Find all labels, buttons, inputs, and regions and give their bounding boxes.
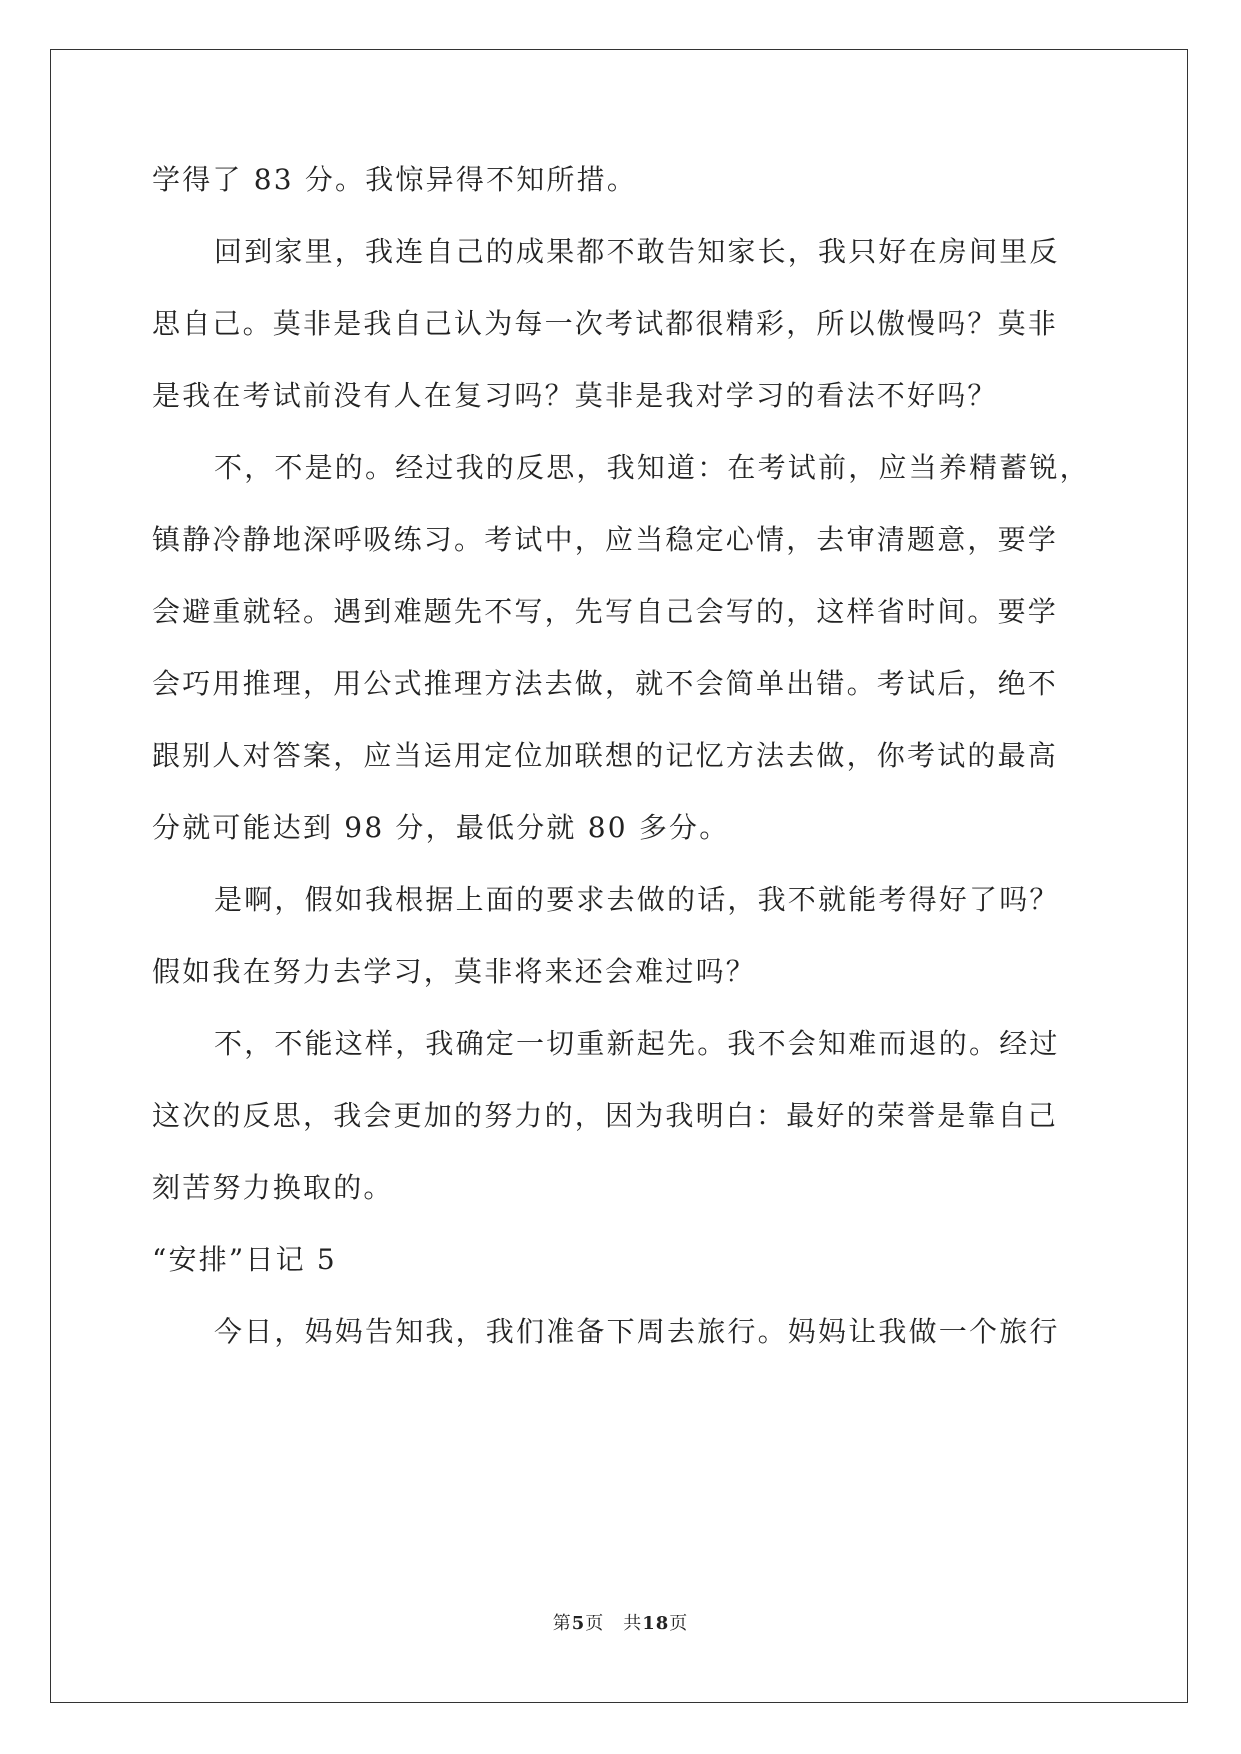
paragraph-start-line: 不，不是的。经过我的反思，我知道：在考试前，应当养精蓄锐， <box>214 451 1090 484</box>
current-page-number: 5 <box>571 1613 586 1634</box>
text-line: 分就可能达到 98 分，最低分就 80 多分。 <box>152 811 730 844</box>
paragraph-start-line: 今日，妈妈告知我，我们准备下周去旅行。妈妈让我做一个旅行 <box>214 1315 1060 1348</box>
paragraph-start-line: 回到家里，我连自己的成果都不敢告知家长，我只好在房间里反 <box>214 235 1060 268</box>
section-heading: “安排”日记 5 <box>152 1243 337 1276</box>
paragraph-start-line: 不，不能这样，我确定一切重新起先。我不会知难而退的。经过 <box>214 1027 1060 1060</box>
page-footer <box>0 1612 1241 1636</box>
text-line: 学得了 83 分。我惊异得不知所措。 <box>152 163 638 196</box>
footer-prefix: 第 <box>552 1613 572 1634</box>
footer-middle: 页 共 <box>585 1613 643 1634</box>
text-line: 镇静冷静地深呼吸练习。考试中，应当稳定心情，去审清题意，要学 <box>152 523 1059 556</box>
total-page-count: 18 <box>642 1613 670 1634</box>
paragraph-start-line: 是啊，假如我根据上面的要求去做的话，我不就能考得好了吗？ <box>214 883 1060 916</box>
text-line: 这次的反思，我会更加的努力的，因为我明白：最好的荣誉是靠自己 <box>152 1099 1059 1132</box>
text-line: 刻苦努力换取的。 <box>152 1171 394 1204</box>
text-line: 会巧用推理，用公式推理方法去做，就不会简单出错。考试后，绝不 <box>152 667 1059 700</box>
text-line: 跟别人对答案，应当运用定位加联想的记忆方法去做，你考试的最高 <box>152 739 1059 772</box>
text-line: 是我在考试前没有人在复习吗？莫非是我对学习的看法不好吗？ <box>152 379 998 412</box>
text-line: 假如我在努力去学习，莫非将来还会难过吗？ <box>152 955 757 988</box>
text-line: 思自己。莫非是我自己认为每一次考试都很精彩，所以傲慢吗？莫非 <box>152 307 1059 340</box>
footer-suffix: 页 <box>669 1613 689 1634</box>
page-border <box>50 49 1188 1703</box>
text-line: 会避重就轻。遇到难题先不写，先写自己会写的，这样省时间。要学 <box>152 595 1059 628</box>
